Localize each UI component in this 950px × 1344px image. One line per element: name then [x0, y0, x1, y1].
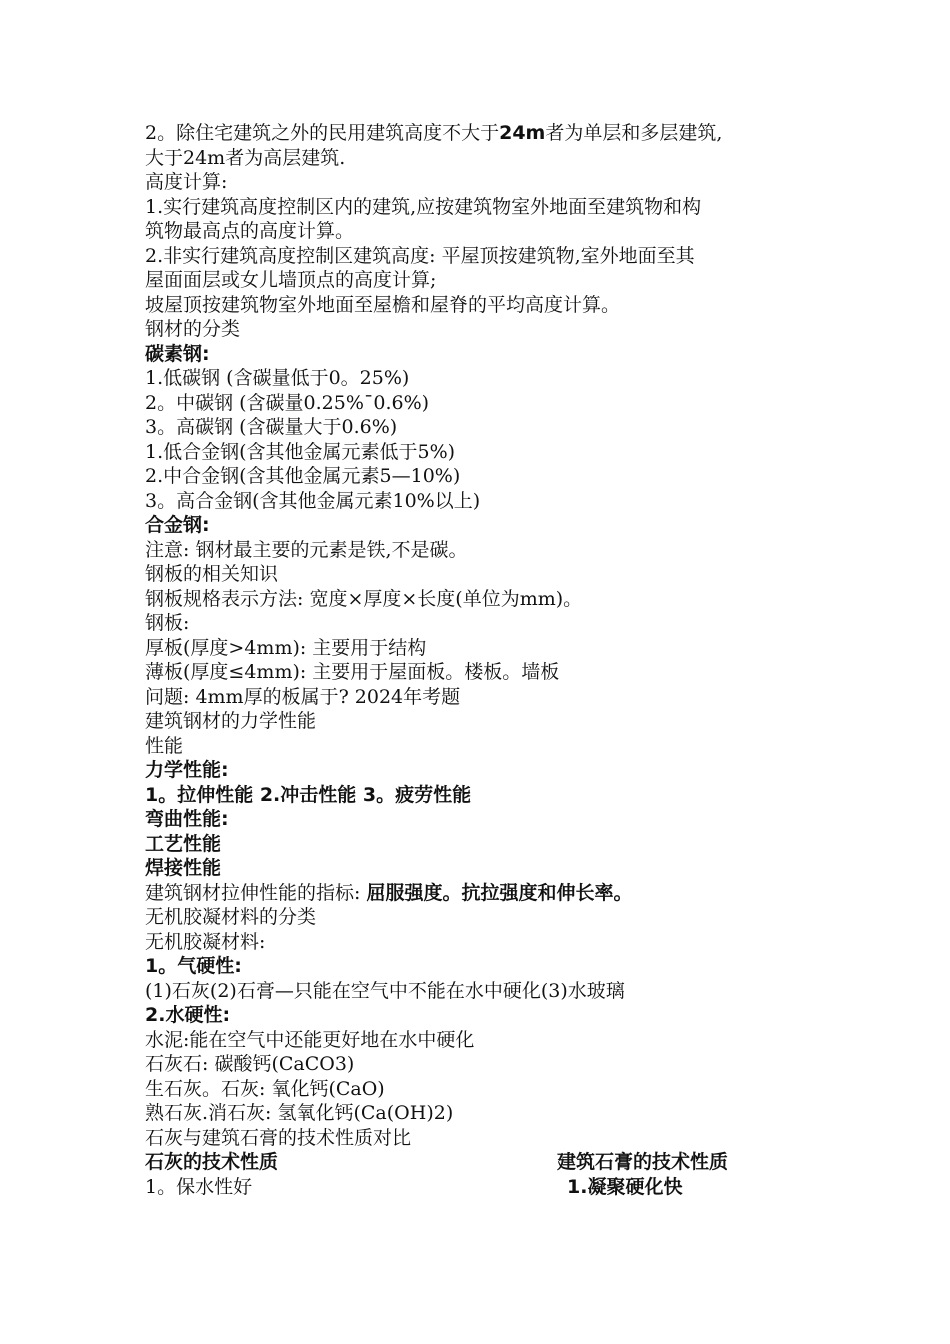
text-line: 屋面面层或女儿墙顶点的高度计算;	[145, 269, 437, 291]
text-line: 筑物最高点的高度计算。	[145, 220, 355, 242]
text-line: 生石灰。石灰: 氧化钙(CaO)	[145, 1077, 385, 1100]
text-line: 1.低合金钢(含其他金属元素低于5%)	[145, 440, 456, 463]
text-line: 3。高碳钢 (含碳量大于0.6%)	[145, 416, 398, 438]
bold-heading: 弯曲性能:	[145, 808, 229, 830]
text-line: 大于24m者为高层建筑.	[145, 146, 346, 169]
bold-line: 1。拉伸性能 2.冲击性能 3。疲劳性能	[145, 783, 472, 806]
bold-heading: 合金钢:	[145, 514, 210, 536]
text-span-bold: 24m	[499, 122, 546, 144]
text-span: 2。除住宅建筑之外的民用建筑高度不大于	[145, 122, 500, 144]
section-heading: 无机胶凝材料的分类	[145, 906, 317, 928]
text-span: 者为单层和多层建筑,	[545, 122, 723, 144]
text-line: 无机胶凝材料:	[145, 930, 266, 953]
text-line: 高度计算:	[145, 171, 228, 193]
text-line: 2.中合金钢(含其他金属元素5—10%)	[145, 465, 461, 487]
comparison-left-heading: 石灰的技术性质	[145, 1151, 279, 1173]
text-span-bold: 屈服强度。抗拉强度和伸长率。	[366, 881, 633, 904]
bold-heading: 力学性能:	[145, 759, 229, 781]
bold-heading: 工艺性能	[145, 832, 222, 855]
text-line: 石灰石: 碳酸钙(CaCO3)	[145, 1053, 355, 1075]
comparison-right-item: 1.凝聚硬化快	[567, 1175, 683, 1198]
section-heading: 建筑钢材的力学性能	[145, 710, 317, 732]
bold-heading: 1。气硬性:	[145, 955, 242, 977]
section-heading: 钢板的相关知识	[145, 563, 279, 585]
text-line: 3。高合金钢(含其他金属元素10%以上)	[145, 489, 481, 512]
text-line: 性能	[145, 734, 184, 757]
text-line: 1.低碳钢 (含碳量低于0。25%)	[145, 367, 410, 389]
comparison-right-heading: 建筑石膏的技术性质	[557, 1151, 729, 1173]
bold-heading: 碳素钢:	[145, 342, 210, 365]
text-line: 钢板规格表示方法: 宽度×厚度×长度(单位为mm)。	[145, 587, 583, 610]
text-line: 2.非实行建筑高度控制区建筑高度: 平屋顶按建筑物,室外地面至其	[145, 244, 695, 267]
text-line: 注意: 钢材最主要的元素是铁,不是碳。	[145, 538, 468, 561]
comparison-left-item: 1。保水性好	[145, 1175, 253, 1198]
text-line	[145, 881, 845, 906]
comparison-header-row	[145, 1150, 845, 1175]
text-line: 2。中碳钢 (含碳量0.25%¯0.6%)	[145, 391, 430, 414]
text-line	[145, 121, 845, 146]
text-line: 熟石灰.消石灰: 氢氧化钙(Ca(OH)2)	[145, 1102, 454, 1124]
text-line: (1)石灰(2)石膏—只能在空气中不能在水中硬化(3)水玻璃	[145, 979, 625, 1002]
bold-heading: 2.水硬性:	[145, 1004, 231, 1026]
text-line: 坡屋顶按建筑物室外地面至屋檐和屋脊的平均高度计算。	[145, 293, 621, 316]
text-line: 钢板:	[145, 612, 190, 634]
text-line: 薄板(厚度≤4mm): 主要用于屋面板。楼板。墙板	[145, 661, 560, 683]
text-line: 1.实行建筑高度控制区内的建筑,应按建筑物室外地面至建筑物和构	[145, 195, 702, 218]
text-line: 厚板(厚度>4mm): 主要用于结构	[145, 636, 427, 659]
text-line: 问题: 4mm厚的板属于? 2024年考题	[145, 685, 461, 708]
bold-heading: 焊接性能	[145, 857, 222, 879]
section-heading: 石灰与建筑石膏的技术性质对比	[145, 1126, 412, 1149]
document-body	[145, 121, 845, 1199]
section-heading: 钢材的分类	[145, 318, 241, 340]
text-span: 建筑钢材拉伸性能的指标:	[145, 881, 367, 904]
text-line: 水泥:能在空气中还能更好地在水中硬化	[145, 1028, 475, 1051]
comparison-row	[145, 1175, 845, 1200]
